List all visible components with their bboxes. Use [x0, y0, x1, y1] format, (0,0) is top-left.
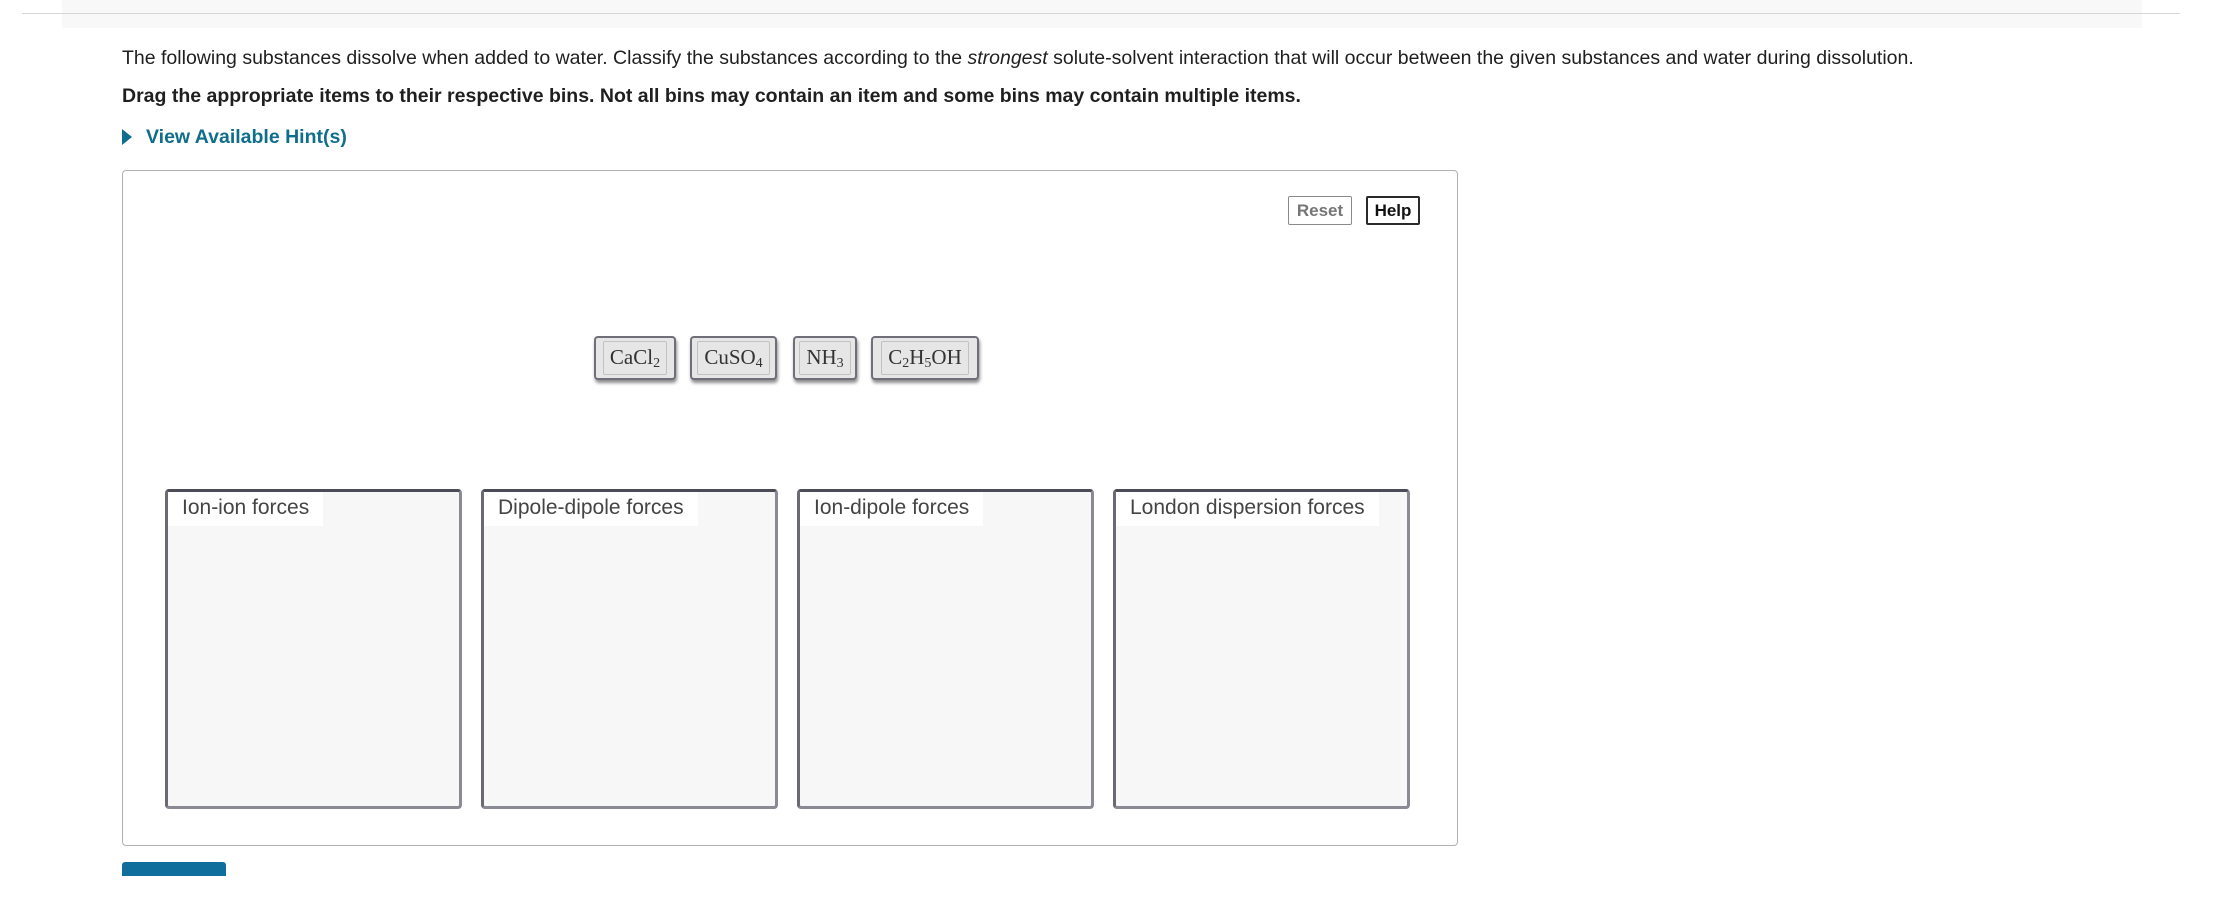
- formula-subscript: 3: [836, 356, 844, 371]
- formula-text: C: [888, 345, 903, 369]
- draggable-item-nh3[interactable]: [793, 336, 857, 380]
- formula-subscript: 2: [902, 356, 910, 371]
- item-label: [881, 341, 969, 375]
- bin-ion-dipole[interactable]: [797, 489, 1094, 809]
- instruction-text-end: solute-solvent interaction that will occur between the given substances and water during dissolution.: [1047, 47, 1914, 69]
- header-strip: [62, 0, 2142, 28]
- formula-text: CaCl: [609, 345, 654, 369]
- instruction-text-start: The following substances dissolve when added to water. Classify the substances according to the: [122, 47, 968, 69]
- bin-ion-ion[interactable]: [165, 489, 462, 809]
- question-directions: Drag the appropriate items to their respective bins. Not all bins may contain an item and some bins may contain multiple items.: [122, 85, 1301, 107]
- bin-london-dispersion[interactable]: [1113, 489, 1410, 809]
- item-label: [697, 341, 769, 375]
- bin-label: Ion-dipole forces: [800, 492, 983, 526]
- bin-label: Ion-ion forces: [168, 492, 323, 526]
- caret-right-icon: [122, 129, 132, 145]
- formula-subscript: 4: [755, 356, 763, 371]
- draggable-item-cacl2[interactable]: [594, 336, 676, 380]
- instruction-emphasis: strongest: [967, 47, 1048, 69]
- draggable-item-c2h5oh[interactable]: [871, 336, 979, 380]
- formula-text: OH: [931, 345, 962, 369]
- scrollbar[interactable]: [2214, 0, 2218, 900]
- item-label: [799, 341, 850, 375]
- help-button[interactable]: Help: [1366, 196, 1420, 225]
- formula-text: H: [909, 345, 925, 369]
- drag-drop-workspace: [122, 170, 1458, 846]
- formula-text: NH: [806, 345, 837, 369]
- submit-button[interactable]: [122, 862, 226, 876]
- question-instructions: [122, 45, 1914, 71]
- reset-button[interactable]: Reset: [1288, 196, 1352, 225]
- formula-text: CuSO: [704, 345, 756, 369]
- draggable-item-cuso4[interactable]: [690, 336, 777, 380]
- bin-dipole-dipole[interactable]: [481, 489, 778, 809]
- view-hints-label: View Available Hint(s): [146, 126, 347, 148]
- divider: [22, 13, 2180, 14]
- bin-label: Dipole-dipole forces: [484, 492, 698, 526]
- item-label: [603, 341, 667, 375]
- view-hints-link[interactable]: [122, 126, 347, 149]
- formula-subscript: 5: [924, 356, 932, 371]
- bin-label: London dispersion forces: [1116, 492, 1379, 526]
- formula-subscript: 2: [653, 356, 661, 371]
